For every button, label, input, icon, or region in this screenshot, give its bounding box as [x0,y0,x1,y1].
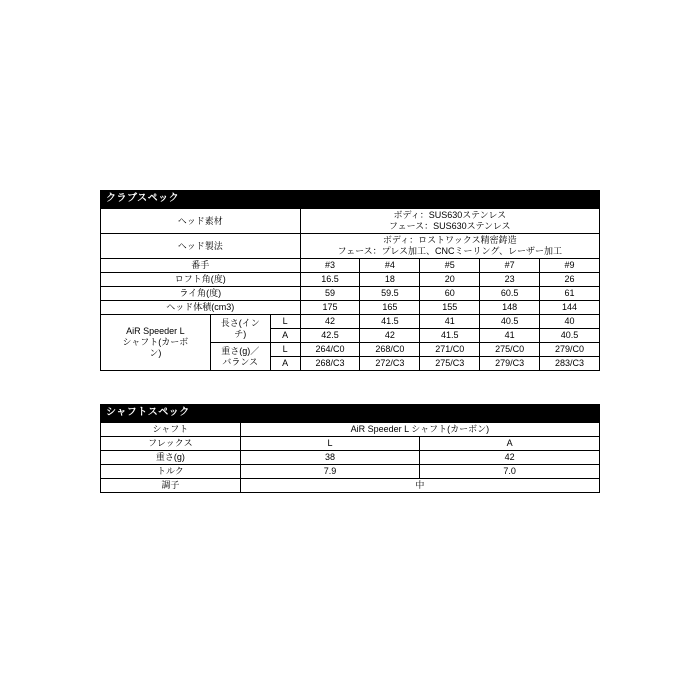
club-spec-table [100,208,600,371]
table-row [101,437,600,451]
kick-value: 中 [240,479,599,493]
weight-balance-value: 271/C0 [420,343,480,357]
length-label [210,315,270,343]
length-label-line2: チ) [234,328,247,339]
weight-balance-label-line1: 重さ(g)／ [221,345,260,356]
table-row [101,465,600,479]
weight-balance-value: 283/C3 [540,357,600,371]
head-volume-value: 144 [540,301,600,315]
length-value: 42.5 [300,329,360,343]
number-value: #4 [360,259,420,273]
shaft-group-label-line1: AiR Speeder L [126,326,185,336]
lie-value: 59.5 [360,287,420,301]
torque-label: トルク [101,465,241,479]
flex-cell: L [270,315,300,329]
table-row [101,315,600,329]
shaft-weight-value: 42 [420,451,600,465]
weight-balance-value: 279/C0 [540,343,600,357]
loft-value: 23 [480,273,540,287]
length-value: 42 [360,329,420,343]
head-material-value [300,209,599,234]
weight-balance-value: 268/C0 [360,343,420,357]
table-row [101,273,600,287]
loft-label: ロフト角(度) [101,273,301,287]
length-value: 41 [420,315,480,329]
shaft-spec-section [100,404,600,493]
weight-balance-value: 279/C3 [480,357,540,371]
lie-value: 60 [420,287,480,301]
loft-value: 26 [540,273,600,287]
flex-value: A [420,437,600,451]
weight-balance-value: 275/C0 [480,343,540,357]
weight-balance-value: 275/C3 [420,357,480,371]
head-volume-value: 155 [420,301,480,315]
shaft-group-label-line3: ン) [149,348,162,358]
loft-value: 20 [420,273,480,287]
weight-balance-value: 264/C0 [300,343,360,357]
lie-value: 61 [540,287,600,301]
head-construction-value-line2: フェース：プレス加工、CNCミーリング、レーザー加工 [337,246,562,256]
table-row [101,259,600,273]
weight-balance-value: 268/C3 [300,357,360,371]
head-volume-value: 165 [360,301,420,315]
head-construction-value [300,234,599,259]
flex-cell: L [270,343,300,357]
kick-label: 調子 [101,479,241,493]
shaft-weight-value: 38 [240,451,420,465]
head-construction-value-line1: ボディ：ロストワックス精密鋳造 [382,235,517,245]
torque-value: 7.0 [420,465,600,479]
number-value: #9 [540,259,600,273]
club-spec-section [100,190,600,371]
lie-value: 60.5 [480,287,540,301]
number-value: #3 [300,259,360,273]
flex-value: L [240,437,420,451]
weight-balance-label-line2: バランス [222,356,259,367]
table-row [101,479,600,493]
length-label-line1: 長さ(イン [220,317,260,328]
head-material-label: ヘッド素材 [101,209,301,234]
table-row [101,234,600,259]
length-value: 40.5 [540,329,600,343]
torque-value: 7.9 [240,465,420,479]
loft-value: 16.5 [300,273,360,287]
length-value: 41.5 [420,329,480,343]
head-construction-label: ヘッド製法 [101,234,301,259]
head-volume-value: 148 [480,301,540,315]
weight-balance-label [210,343,270,371]
table-row [101,287,600,301]
lie-value: 59 [300,287,360,301]
shaft-group-label-line2: シャフト(カーボ [122,337,189,347]
length-value: 42 [300,315,360,329]
shaft-spec-title: シャフトスペック [100,404,600,422]
length-value: 40.5 [480,315,540,329]
head-material-value-line2: フェース：SUS630ステンレス [389,221,511,231]
head-material-value-line1: ボディ：SUS630ステンレス [393,210,507,220]
shaft-spec-table [100,422,600,493]
table-row [101,209,600,234]
number-value: #7 [480,259,540,273]
table-row [101,423,600,437]
head-volume-value: 175 [300,301,360,315]
table-row [101,301,600,315]
shaft-group-label [101,315,211,371]
number-label: 番手 [101,259,301,273]
lie-label: ライ角(度) [101,287,301,301]
loft-value: 18 [360,273,420,287]
club-spec-title: クラブスペック [100,190,600,208]
length-value: 41.5 [360,315,420,329]
flex-label: フレックス [101,437,241,451]
weight-balance-value: 272/C3 [360,357,420,371]
shaft-label: シャフト [101,423,241,437]
number-value: #5 [420,259,480,273]
length-value: 40 [540,315,600,329]
shaft-value: AiR Speeder L シャフト(カーボン) [240,423,599,437]
flex-cell: A [270,357,300,371]
head-volume-label: ヘッド体積(cm3) [101,301,301,315]
length-value: 41 [480,329,540,343]
flex-cell: A [270,329,300,343]
shaft-weight-label: 重さ(g) [101,451,241,465]
table-row [101,451,600,465]
